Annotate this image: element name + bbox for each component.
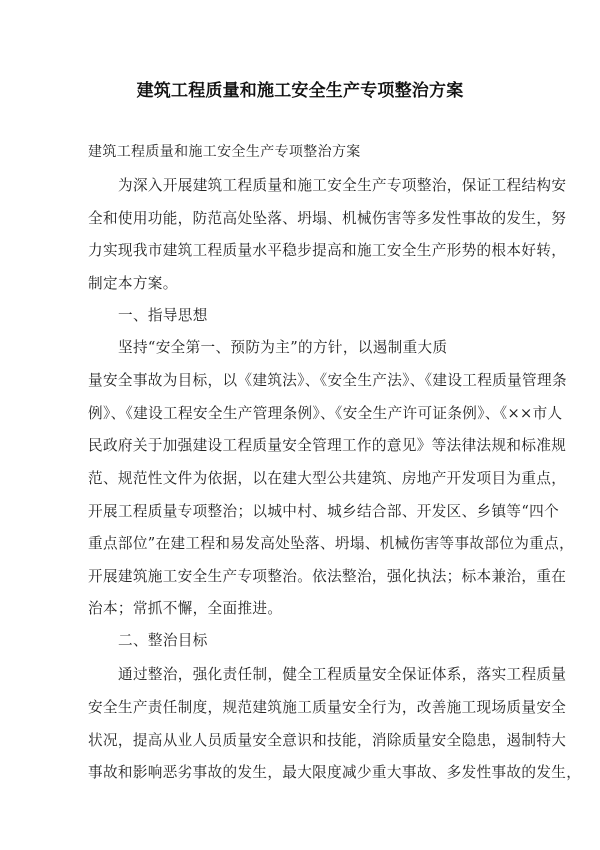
section-heading-objectives: 二、整治目标 <box>118 632 208 649</box>
paragraph-line: 制定本方案。 <box>88 275 178 292</box>
paragraph-line: 量安全事故为目标，以《建筑法》、《安全生产法》、《建设工程质量管理条 <box>88 372 567 389</box>
paragraph-line: 例》、《建设工程安全生产管理条例》、《安全生产许可证条例》、《××市人 <box>88 405 563 422</box>
paragraph-line: 范、规范性文件为依据，以在建大型公共建筑、房地产开发项目为重点， <box>88 470 567 487</box>
paragraph-line: 通过整治，强化责任制，健全工程质量安全保证体系，落实工程质量 <box>118 666 567 683</box>
document-title: 建筑工程质量和施工安全生产专项整治方案 <box>136 81 464 101</box>
section-heading-guiding-ideology: 一、指导思想 <box>118 307 208 324</box>
document-subtitle: 建筑工程质量和施工安全生产专项整治方案 <box>88 144 361 160</box>
paragraph-line: 为深入开展建筑工程质量和施工安全生产专项整治，保证工程结构安 <box>118 177 567 194</box>
paragraph-line: 事故和影响恶劣事故的发生，最大限度减少重大事故、多发性事故的发生， <box>88 764 582 781</box>
paragraph-line: 状况，提高从业人员质量安全意识和技能，消除质量安全隐患，遏制特大 <box>88 732 567 749</box>
paragraph-line: 开展建筑施工安全生产专项整治。依法整治，强化执法；标本兼治，重在 <box>88 568 567 585</box>
paragraph-line: 力实现我市建筑工程质量水平稳步提高和施工安全生产形势的根本好转， <box>88 242 567 259</box>
paragraph-line: 全和使用功能，防范高处坠落、坍塌、机械伤害等多发性事故的发生，努 <box>88 210 567 227</box>
paragraph-line: 民政府关于加强建设工程质量安全管理工作的意见》等法律法规和标准规 <box>88 437 567 454</box>
paragraph-line: 治本；常抓不懈，全面推进。 <box>88 600 283 617</box>
paragraph-line: 安全生产责任制度，规范建筑施工质量安全行为，改善施工现场质量安全 <box>88 699 567 716</box>
paragraph-line: 开展工程质量专项整治；以城中村、城乡结合部、开发区、乡镇等“四个 <box>88 503 560 520</box>
paragraph-line: 坚持“安全第一、预防为主”的方针，以遏制重大质 <box>118 339 448 356</box>
paragraph-line: 重点部位”在建工程和易发高处坠落、坍塌、机械伤害等事故部位为重点， <box>88 535 575 552</box>
